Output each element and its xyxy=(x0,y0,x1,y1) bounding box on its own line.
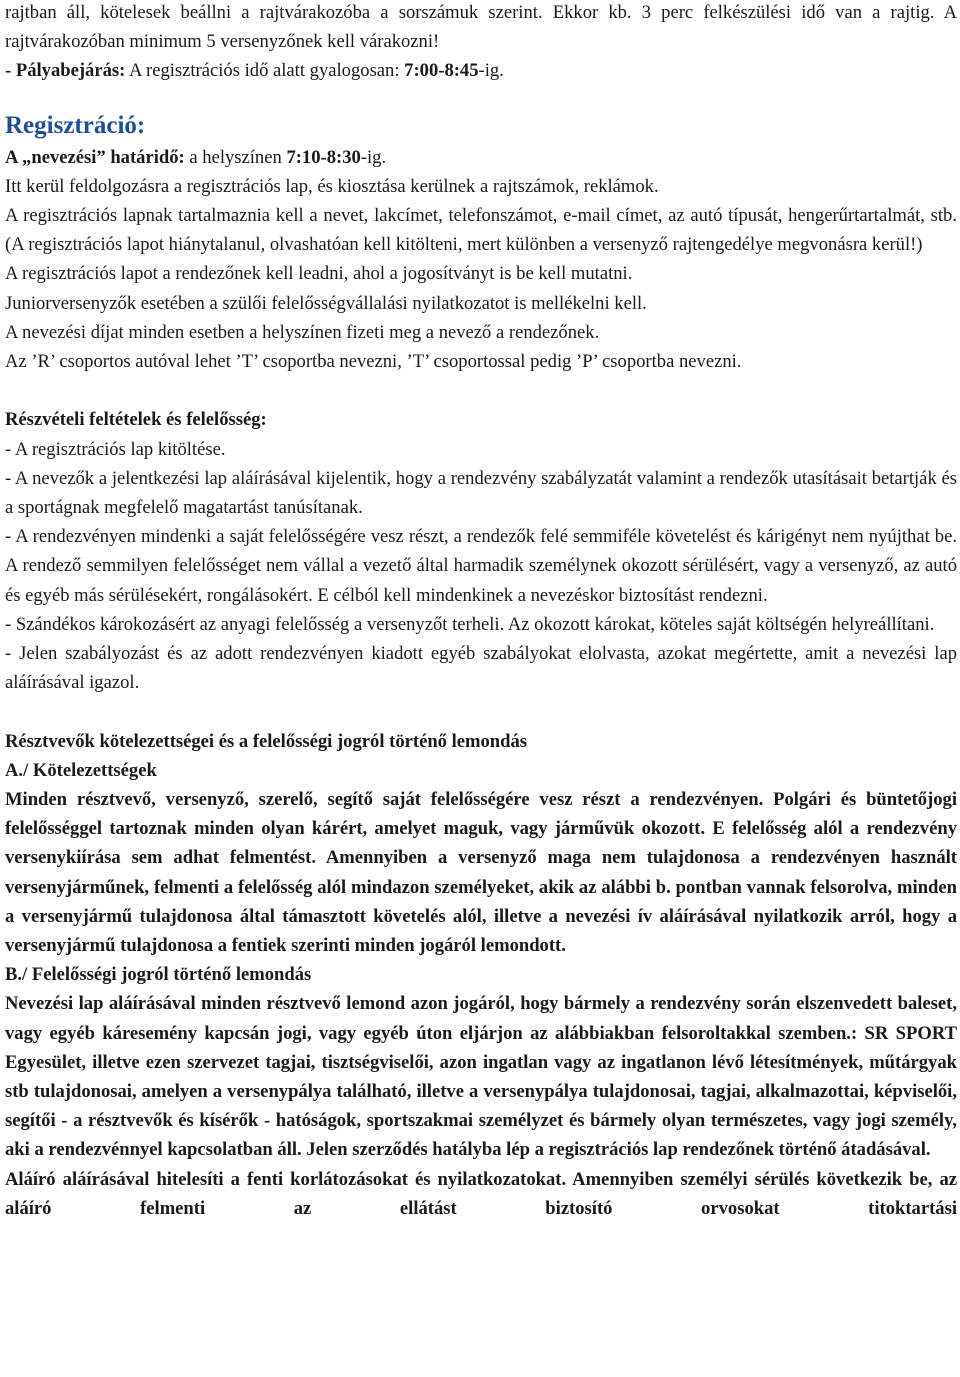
conditions-paragraph-2: - A nevezők a jelentkezési lap aláírásával kijelentik, hogy a rendezvény szabályzatát valamint a rendezők utasításait betartják és a sportágnak megfelelő magatartást tanúsítanak. xyxy=(5,467,957,519)
registration-paragraph-4: Juniorversenyzők esetében a szülői felelősségvállalási nyilatkozatot is mellékelni kell. xyxy=(5,292,647,314)
registration-paragraph-1: Itt kerül feldolgozásra a regisztrációs lap, és kiosztása kerülnek a rajtszámok, reklámok. xyxy=(5,175,659,197)
track-walk-suffix: -ig. xyxy=(478,60,504,82)
track-walk-label: - Pályabejárás: xyxy=(5,60,126,82)
deadline-suffix: -ig. xyxy=(360,146,387,168)
deadline-time: 7:10-8:30 xyxy=(286,146,361,168)
waiver-subheading: B./ Felelősségi jogról történő lemondás xyxy=(5,964,312,986)
obligations-subheading: A./ Kötelezettségek xyxy=(5,759,157,781)
conditions-paragraph-1: - A regisztrációs lap kitöltése. xyxy=(5,438,226,460)
conditions-paragraph-5: - Jelen szabályozást és az adott rendezvényen kiadott egyéb szabályokat elolvasta, azokat megértette, amit a nevezési lap aláírásával igazol. xyxy=(5,643,957,694)
deadline-label: A „nevezési” határidő: xyxy=(5,146,185,168)
conditions-paragraph-4: - Szándékos károkozásért az anyagi felelősség a versenyzőt terheli. Az okozott károkat, köteles saját költségén helyreállítani. xyxy=(5,613,935,635)
track-walk-time: 7:00-8:45 xyxy=(404,60,479,82)
obligations-text: Minden résztvevő, versenyző, szerelő, segítő saját felelősségére vesz részt a rendezvényen. Polgári és büntetőjogi felelősséggel tartoznak minden olyan kárért, amelyet maguk, vagy járművük okozott. E felelősség alól a rendezvény versenykiírása sem adhat felmentést. Amennyiben a versenyző maga nem tulajdonosa a rendezvényen használt versenyjárműnek, felmenti a felelősség alól mindazon személyeket, akik az alábbi b. pontban vannak felsorolva, minden a versenyjármű tulajdonosa által támasztott követelés alól, illetve a nevezési ív aláírásával nyilatkozik arról, hogy a versenyjármű tulajdonosa a fentiek szerinti minden jogáról lemondott. xyxy=(5,789,957,957)
conditions-paragraph-3: - A rendezvényen mindenki a saját felelősségére vesz részt, a rendezők felé semmiféle követelést és kárigényt nem nyújthat be. A rendező semmilyen felelősséget nem vállal a vezető által harmadik személynek okozott sérülésért, vagy a versenyző, az autó és egyéb más sérülésekért, rongálásokért. E célból kell mindenkinek a nevezéskor biztosítást rendezni. xyxy=(5,526,957,606)
registration-paragraph-2: A regisztrációs lapnak tartalmaznia kell a nevet, lakcímet, telefonszámot, e-mail címet, az autó típusát, hengerűrtartalmát, stb. (A regisztrációs lapot hiánytalanul, olvashatóan kell kitölteni, mert különben a versenyző rajtengedélye megvonásra kerül!) xyxy=(5,205,957,256)
registration-paragraph-6: Az ’R’ csoportos autóval lehet ’T’ csoportba nevezni, ’T’ csoportossal pedig ’P’ csoportba nevezni. xyxy=(5,351,742,373)
track-walk-line xyxy=(5,56,957,85)
conditions-heading: Részvételi feltételek és felelősség: xyxy=(5,409,267,431)
track-walk-text: A regisztrációs idő alatt gyalogosan: xyxy=(125,60,405,82)
waiver-heading: Résztvevők kötelezettségei és a felelősségi jogról történő lemondás xyxy=(5,730,528,752)
registration-heading: Regisztráció: xyxy=(5,111,146,139)
waiver-text: Nevezési lap aláírásával minden résztvevő lemond azon jogáról, hogy bármely a rendezvény során elszenvedett baleset, vagy egyéb káresemény kapcsán jogi, vagy egyéb úton eljárjon az alábbiakban felsoroltakkal szemben.: SR SPORT Egyesület, illetve ezen szervezet tagjai, tisztségviselői, azon ingatlan vagy az ingatlanon lévő létesítmények, műtárgyak stb tulajdonosai, amelyen a versenypálya található, illetve a versenypálya tulajdonosai, tagjai, alkalmazottai, képviselői, segítői - a résztvevők és kísérők - hatóságok, sportszakmai személyzet és bármely olyan természetes, vagy jogi személy, aki a rendezvénnyel kapcsolatban áll. Jelen szerződés hatályba lép a regisztrációs lap rendezőnek történő átadásával. xyxy=(5,993,957,1161)
registration-paragraph-5: A nevezési díjat minden esetben a helyszínen fizeti meg a nevező a rendezőnek. xyxy=(5,321,600,343)
document-page xyxy=(5,0,957,1223)
deadline-text: a helyszínen xyxy=(184,146,287,168)
deadline-line xyxy=(5,143,957,172)
signature-text: Aláíró aláírásával hitelesíti a fenti korlátozásokat és nyilatkozatokat. Amennyiben személyi sérülés következik be, az aláíró felmenti az ellátást biztosító orvosokat titoktartási xyxy=(5,1168,957,1219)
intro-paragraph: rajtban áll, kötelesek beállni a rajtvárakozóba a sorszámuk szerint. Ekkor kb. 3 perc felkészülési idő van a rajtig. A rajtvárakozóban minimum 5 versenyzőnek kell várakozni! xyxy=(5,2,957,53)
registration-paragraph-3: A regisztrációs lapot a rendezőnek kell leadni, ahol a jogosítványt is be kell mutatni. xyxy=(5,263,633,285)
